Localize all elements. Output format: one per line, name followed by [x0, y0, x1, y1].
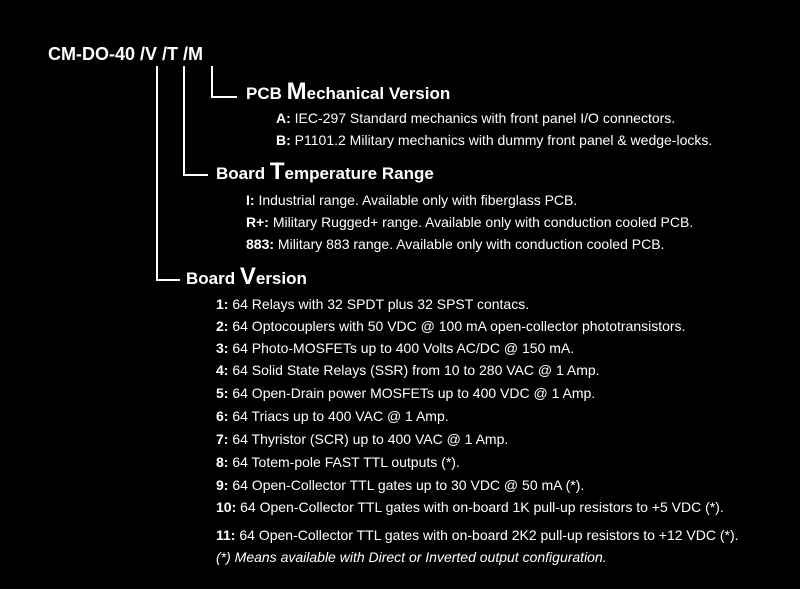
option-key: 9:	[216, 477, 229, 493]
heading-prefix: Board	[216, 164, 270, 183]
mechanical-option	[276, 132, 712, 148]
option-key: B:	[276, 132, 291, 148]
version-option	[216, 527, 739, 543]
option-text: 64 Solid State Relays (SSR) from 10 to 280 VAC @ 1 Amp.	[228, 362, 600, 378]
heading-prefix: Board	[186, 269, 240, 288]
version-option	[216, 499, 724, 515]
option-key: 2:	[216, 318, 229, 334]
option-text: Industrial range. Available only with fiberglass PCB.	[254, 192, 578, 208]
option-text: 64 Optocouplers with 50 VDC @ 100 mA open-collector phototransistors.	[228, 318, 686, 334]
option-text: IEC-297 Standard mechanics with front panel I/O connectors.	[290, 110, 676, 126]
temperature-option	[246, 236, 664, 252]
option-key: 4:	[216, 362, 229, 378]
option-key: 883:	[246, 236, 275, 252]
option-key: 3:	[216, 340, 229, 356]
option-key: 11:	[216, 527, 236, 543]
connector-temperature-horizontal	[183, 174, 208, 176]
mechanical-option	[276, 110, 675, 126]
heading-rest: echanical Version	[306, 84, 451, 103]
heading-rest: ersion	[255, 269, 307, 288]
temperature-option	[246, 192, 577, 208]
option-key: 10:	[216, 499, 237, 515]
version-option	[216, 408, 449, 424]
option-key: 8:	[216, 454, 229, 470]
version-option	[216, 296, 529, 312]
connector-temperature-vertical	[183, 66, 185, 176]
version-option	[216, 362, 600, 378]
board-version-heading	[186, 265, 307, 289]
option-text: Military Rugged+ range. Available only with conduction cooled PCB.	[268, 214, 694, 230]
option-key: 1:	[216, 296, 229, 312]
heading-initial: M	[286, 78, 307, 105]
option-text: 64 Relays with 32 SPDT plus 32 SPST contacs.	[228, 296, 530, 312]
option-text: 64 Open-Collector TTL gates with on-board 2K2 pull-up resistors to +12 VDC (*).	[235, 527, 739, 543]
version-option	[216, 454, 460, 470]
option-text: 64 Thyristor (SCR) up to 400 VAC @ 1 Amp.	[228, 431, 509, 447]
option-text: 64 Totem-pole FAST TTL outputs (*).	[228, 454, 460, 470]
connector-mechanical-horizontal	[211, 96, 237, 98]
version-option	[216, 477, 584, 493]
option-text: P1101.2 Military mechanics with dummy front panel & wedge-locks.	[290, 132, 713, 148]
option-key: 6:	[216, 408, 229, 424]
heading-initial: V	[239, 263, 256, 290]
option-text: 64 Open-Collector TTL gates with on-board 1K pull-up resistors to +5 VDC (*).	[236, 499, 724, 515]
footnote: (*) Means available with Direct or Inverted output configuration.	[216, 549, 607, 565]
option-key: 7:	[216, 431, 229, 447]
part-code: CM-DO-40 /V /T /M	[48, 44, 204, 64]
option-text: 64 Triacs up to 400 VAC @ 1 Amp.	[228, 408, 449, 424]
option-key: R+:	[246, 214, 269, 230]
option-key: 5:	[216, 385, 229, 401]
connector-mechanical-vertical	[211, 66, 213, 98]
version-option	[216, 431, 508, 447]
version-option	[216, 318, 685, 334]
temperature-range-heading	[216, 160, 434, 184]
option-key: I:	[246, 192, 255, 208]
version-option	[216, 340, 574, 356]
version-option	[216, 385, 595, 401]
heading-initial: T	[269, 158, 285, 185]
option-key: A:	[276, 110, 291, 126]
option-text: 64 Open-Drain power MOSFETs up to 400 VDC @ 1 Amp.	[228, 385, 596, 401]
heading-rest: emperature Range	[284, 164, 434, 183]
temperature-option	[246, 214, 693, 230]
connector-version-horizontal	[156, 279, 180, 281]
heading-prefix: PCB	[246, 84, 287, 103]
option-text: Military 883 range. Available only with conduction cooled PCB.	[274, 236, 665, 252]
option-text: 64 Open-Collector TTL gates up to 30 VDC @ 50 mA (*).	[228, 477, 585, 493]
connector-version-vertical	[156, 66, 158, 281]
option-text: 64 Photo-MOSFETs up to 400 Volts AC/DC @ 150 mA.	[228, 340, 575, 356]
mechanical-version-heading	[246, 80, 450, 104]
